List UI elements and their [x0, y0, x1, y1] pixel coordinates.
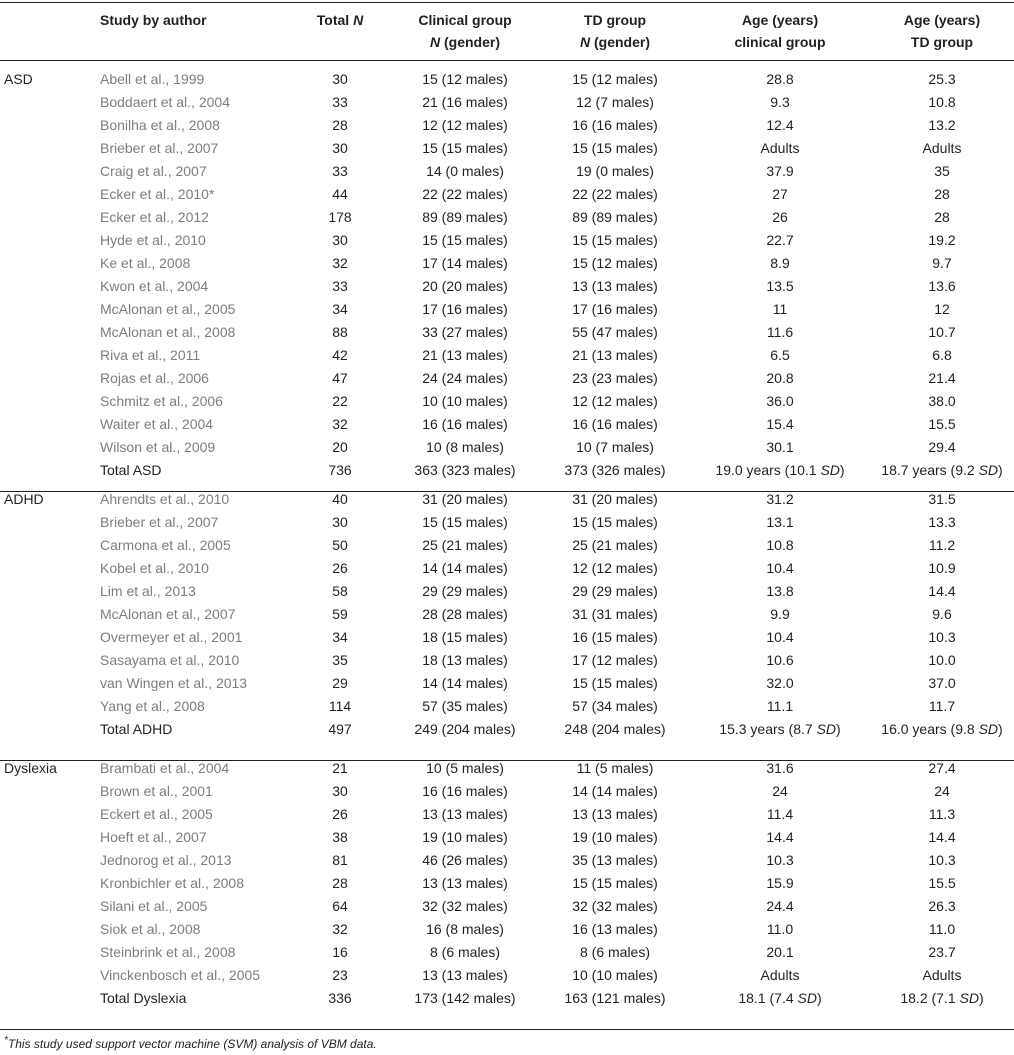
study-author-cell: Yang et al., 2008 [100, 698, 205, 714]
total-n-cell: 497 [328, 721, 352, 737]
clinical-group-cell: 15 (15 males) [422, 140, 508, 156]
table-row [0, 183, 1014, 206]
table-row [0, 511, 1014, 534]
td-group-cell: 32 (32 males) [572, 898, 658, 914]
age-td-cell: Adults [922, 140, 962, 156]
table-row [0, 649, 1014, 672]
age-clinical-cell: 31.2 [766, 491, 794, 507]
total-n-cell: 40 [332, 491, 348, 507]
td-group-cell: 55 (47 males) [572, 324, 658, 340]
age-clinical-cell: Adults [760, 140, 800, 156]
clinical-group-cell: 25 (21 males) [422, 537, 508, 553]
table-row [0, 672, 1014, 695]
td-group-cell: 21 (13 males) [572, 347, 658, 363]
table-row [0, 895, 1014, 918]
clinical-group-cell: 17 (16 males) [422, 301, 508, 317]
study-author-cell: Sasayama et al., 2010 [100, 652, 240, 668]
table-total-row [0, 459, 1014, 482]
td-group-cell: 11 (5 males) [576, 760, 654, 776]
age-td-cell: Adults [922, 967, 962, 983]
age-td-cell: 24 [934, 783, 950, 799]
table-row [0, 275, 1014, 298]
table-row [0, 321, 1014, 344]
table-row [0, 137, 1014, 160]
td-group-cell: 14 (14 males) [572, 783, 658, 799]
clinical-group-cell: 21 (13 males) [422, 347, 508, 363]
age-td-cell: 19.2 [928, 232, 956, 248]
age-clinical-cell: 9.3 [770, 94, 790, 110]
study-author-cell: Jednorog et al., 2013 [100, 852, 232, 868]
study-author-cell: Brieber et al., 2007 [100, 140, 219, 156]
clinical-group-cell: 31 (20 males) [422, 491, 508, 507]
age-clinical-cell: 24.4 [766, 898, 794, 914]
study-author-cell: Total ASD [100, 462, 162, 478]
table-row [0, 413, 1014, 436]
age-clinical-cell: 22.7 [766, 232, 794, 248]
table-row [0, 436, 1014, 459]
td-group-cell: 12 (7 males) [576, 94, 654, 110]
total-n-cell: 30 [332, 140, 348, 156]
age-clinical-cell: 20.8 [766, 370, 794, 386]
study-author-cell: Kwon et al., 2004 [100, 278, 209, 294]
group-label: ADHD [4, 491, 44, 507]
td-group-cell: 31 (31 males) [572, 606, 658, 622]
clinical-group-cell: 33 (27 males) [422, 324, 508, 340]
study-author-cell: Brieber et al., 2007 [100, 514, 219, 530]
clinical-group-cell: 22 (22 males) [422, 186, 508, 202]
total-n-cell: 28 [332, 875, 348, 891]
table-row [0, 964, 1014, 987]
study-author-cell: Ecker et al., 2012 [100, 209, 209, 225]
age-td-cell: 18.7 years (9.2 SD) [881, 462, 1003, 478]
age-clinical-cell: 28.8 [766, 71, 794, 87]
age-td-cell: 31.5 [928, 491, 956, 507]
table-row [0, 390, 1014, 413]
study-author-cell: Carmona et al., 2005 [100, 537, 231, 553]
age-td-cell: 25.3 [928, 71, 956, 87]
clinical-group-cell: 16 (16 males) [422, 416, 508, 432]
td-group-cell: 17 (16 males) [572, 301, 658, 317]
table-row [0, 344, 1014, 367]
age-td-cell: 12 [934, 301, 950, 317]
study-author-cell: Overmeyer et al., 2001 [100, 629, 243, 645]
td-group-cell: 25 (21 males) [572, 537, 658, 553]
study-author-cell: Abell et al., 1999 [100, 71, 205, 87]
table-row [0, 695, 1014, 718]
td-group-cell: 8 (6 males) [579, 944, 651, 960]
td-group-cell: 13 (13 males) [572, 278, 658, 294]
study-author-cell: Ecker et al., 2010* [100, 186, 215, 202]
total-n-cell: 26 [332, 560, 348, 576]
study-author-cell: Brown et al., 2001 [100, 783, 213, 799]
study-author-cell: Ke et al., 2008 [100, 255, 191, 271]
group-label: Dyslexia [4, 760, 57, 776]
age-clinical-cell: 12.4 [766, 117, 794, 133]
td-group-cell: 31 (20 males) [572, 491, 658, 507]
td-group-cell: 15 (15 males) [572, 232, 658, 248]
table-row [0, 160, 1014, 183]
age-td-cell: 29.4 [928, 439, 956, 455]
age-td-cell: 9.6 [932, 606, 952, 622]
age-td-cell: 11.2 [928, 537, 956, 553]
age-td-cell: 35 [934, 163, 950, 179]
study-author-cell: Boddaert et al., 2004 [100, 94, 230, 110]
clinical-group-cell: 46 (26 males) [422, 852, 508, 868]
study-author-cell: Schmitz et al., 2006 [100, 393, 223, 409]
total-n-cell: 23 [332, 967, 348, 983]
clinical-group-cell: 21 (16 males) [422, 94, 508, 110]
total-n-cell: 29 [332, 675, 348, 691]
td-group-cell: 35 (13 males) [572, 852, 658, 868]
table-row [0, 780, 1014, 803]
clinical-group-cell: 14 (14 males) [422, 675, 508, 691]
age-td-cell: 28 [934, 186, 950, 202]
age-clinical-cell: 27 [772, 186, 788, 202]
study-author-cell: Hoeft et al., 2007 [100, 829, 207, 845]
age-td-cell: 10.9 [928, 560, 956, 576]
study-author-cell: Lim et al., 2013 [100, 583, 196, 599]
clinical-group-cell: 89 (89 males) [422, 209, 508, 225]
clinical-group-cell: 14 (14 males) [422, 560, 508, 576]
table-row [0, 367, 1014, 390]
age-clinical-cell: 11 [772, 301, 788, 317]
clinical-group-cell: 14 (0 males) [426, 163, 504, 179]
age-clinical-cell: 9.9 [770, 606, 790, 622]
age-clinical-cell: 14.4 [766, 829, 794, 845]
td-group-cell: 373 (326 males) [564, 462, 666, 478]
clinical-group-cell: 19 (10 males) [422, 829, 508, 845]
age-clinical-cell: 10.4 [766, 560, 794, 576]
study-author-cell: Wilson et al., 2009 [100, 439, 216, 455]
age-td-cell: 6.8 [932, 347, 952, 363]
td-group-cell: 89 (89 males) [572, 209, 658, 225]
td-group-cell: 15 (12 males) [572, 71, 658, 87]
total-n-cell: 28 [332, 117, 348, 133]
age-clinical-cell: 13.5 [766, 278, 794, 294]
age-clinical-cell: 15.9 [766, 875, 794, 891]
table-row [0, 918, 1014, 941]
total-n-cell: 736 [328, 462, 352, 478]
age-td-cell: 10.3 [928, 852, 956, 868]
clinical-group-cell: 12 (12 males) [422, 117, 508, 133]
study-author-cell: Craig et al., 2007 [100, 163, 207, 179]
total-n-cell: 59 [332, 606, 348, 622]
table-row [0, 580, 1014, 603]
table-row [0, 229, 1014, 252]
total-n-cell: 58 [332, 583, 348, 599]
table-row [0, 298, 1014, 321]
clinical-group-cell: 15 (12 males) [422, 71, 508, 87]
age-clinical-cell: 10.4 [766, 629, 794, 645]
age-clinical-cell: 10.3 [766, 852, 794, 868]
footnote: *This study used support vector machine (SVM) analysis of VBM data. [4, 1035, 377, 1051]
clinical-group-cell: 15 (15 males) [422, 232, 508, 248]
age-clinical-cell: 13.8 [766, 583, 794, 599]
table-row [0, 849, 1014, 872]
clinical-group-cell: 10 (10 males) [422, 393, 508, 409]
td-group-cell: 15 (12 males) [572, 255, 658, 271]
td-group-cell: 19 (0 males) [576, 163, 654, 179]
study-author-cell: Siok et al., 2008 [100, 921, 201, 937]
total-n-cell: 64 [332, 898, 348, 914]
table-row [0, 826, 1014, 849]
study-author-cell: Bonilha et al., 2008 [100, 117, 220, 133]
clinical-group-cell: 18 (15 males) [422, 629, 508, 645]
clinical-group-cell: 20 (20 males) [422, 278, 508, 294]
td-group-cell: 23 (23 males) [572, 370, 658, 386]
age-clinical-cell: 10.6 [766, 652, 794, 668]
table-row [0, 603, 1014, 626]
total-n-cell: 22 [332, 393, 348, 409]
age-td-cell: 28 [934, 209, 950, 225]
total-n-cell: 81 [332, 852, 348, 868]
age-td-cell: 23.7 [928, 944, 956, 960]
total-n-cell: 34 [332, 629, 348, 645]
table-total-row [0, 718, 1014, 741]
total-n-cell: 32 [332, 416, 348, 432]
age-clinical-cell: 30.1 [766, 439, 794, 455]
age-td-cell: 10.3 [928, 629, 956, 645]
td-group-cell: 12 (12 males) [572, 560, 658, 576]
age-td-cell: 26.3 [928, 898, 956, 914]
clinical-group-cell: 29 (29 males) [422, 583, 508, 599]
age-td-cell: 38.0 [928, 393, 956, 409]
total-n-cell: 38 [332, 829, 348, 845]
total-n-cell: 33 [332, 278, 348, 294]
total-n-cell: 20 [332, 439, 348, 455]
table-row [0, 757, 1014, 780]
total-n-cell: 16 [332, 944, 348, 960]
clinical-group-cell: 15 (15 males) [422, 514, 508, 530]
total-n-cell: 88 [332, 324, 348, 340]
total-n-cell: 336 [328, 990, 352, 1006]
study-author-cell: Steinbrink et al., 2008 [100, 944, 236, 960]
total-n-cell: 33 [332, 94, 348, 110]
study-author-cell: Eckert et al., 2005 [100, 806, 213, 822]
clinical-group-cell: 17 (14 males) [422, 255, 508, 271]
total-n-cell: 33 [332, 163, 348, 179]
total-n-cell: 44 [332, 186, 348, 202]
table-row [0, 626, 1014, 649]
td-group-cell: 16 (13 males) [572, 921, 658, 937]
td-group-cell: 19 (10 males) [572, 829, 658, 845]
table-row [0, 803, 1014, 826]
clinical-group-cell: 10 (5 males) [426, 760, 504, 776]
study-author-cell: Waiter et al., 2004 [100, 416, 214, 432]
td-group-cell: 12 (12 males) [572, 393, 658, 409]
age-td-cell: 18.2 (7.1 SD) [900, 990, 984, 1006]
age-td-cell: 13.6 [928, 278, 956, 294]
header-clinical-group: Clinical group N (gender) [418, 12, 512, 50]
study-author-cell: Kronbichler et al., 2008 [100, 875, 244, 891]
td-group-cell: 15 (15 males) [572, 514, 658, 530]
header-td-group: TD group N (gender) [579, 12, 650, 50]
age-clinical-cell: 20.1 [766, 944, 794, 960]
table-row [0, 872, 1014, 895]
total-n-cell: 30 [332, 783, 348, 799]
td-group-cell: 13 (13 males) [572, 806, 658, 822]
total-n-cell: 35 [332, 652, 348, 668]
total-n-cell: 42 [332, 347, 348, 363]
study-author-cell: Silani et al., 2005 [100, 898, 208, 914]
clinical-group-cell: 10 (8 males) [426, 439, 504, 455]
clinical-group-cell: 28 (28 males) [422, 606, 508, 622]
td-group-cell: 15 (15 males) [572, 140, 658, 156]
age-td-cell: 11.7 [928, 698, 956, 714]
clinical-group-cell: 32 (32 males) [422, 898, 508, 914]
study-author-cell: Rojas et al., 2006 [100, 370, 209, 386]
td-group-cell: 15 (15 males) [572, 675, 658, 691]
clinical-group-cell: 13 (13 males) [422, 806, 508, 822]
age-clinical-cell: 24 [772, 783, 788, 799]
age-td-cell: 10.0 [928, 652, 956, 668]
age-td-cell: 15.5 [928, 416, 956, 432]
age-td-cell: 9.7 [932, 255, 952, 271]
total-n-cell: 30 [332, 232, 348, 248]
age-td-cell: 13.3 [928, 514, 956, 530]
table-row [0, 252, 1014, 275]
clinical-group-cell: 249 (204 males) [414, 721, 516, 737]
age-td-cell: 14.4 [928, 829, 956, 845]
study-author-cell: Ahrendts et al., 2010 [100, 491, 230, 507]
age-td-cell: 15.5 [928, 875, 956, 891]
age-td-cell: 16.0 years (9.8 SD) [881, 721, 1003, 737]
td-group-cell: 15 (15 males) [572, 875, 658, 891]
age-clinical-cell: 31.6 [766, 760, 794, 776]
age-clinical-cell: Adults [760, 967, 800, 983]
td-group-cell: 57 (34 males) [572, 698, 658, 714]
study-author-cell: Vinckenbosch et al., 2005 [100, 967, 261, 983]
table-row [0, 68, 1014, 91]
study-author-cell: Brambati et al., 2004 [100, 760, 230, 776]
table-row [0, 557, 1014, 580]
total-n-cell: 50 [332, 537, 348, 553]
age-clinical-cell: 15.3 years (8.7 SD) [719, 721, 841, 737]
age-td-cell: 11.0 [928, 921, 956, 937]
study-author-cell: Total ADHD [100, 721, 173, 737]
clinical-group-cell: 18 (13 males) [422, 652, 508, 668]
clinical-group-cell: 363 (323 males) [414, 462, 516, 478]
age-clinical-cell: 36.0 [766, 393, 794, 409]
td-group-cell: 10 (7 males) [576, 439, 654, 455]
age-clinical-cell: 19.0 years (10.1 SD) [715, 462, 845, 478]
table-row [0, 941, 1014, 964]
age-td-cell: 14.4 [928, 583, 956, 599]
age-clinical-cell: 11.0 [766, 921, 794, 937]
td-group-cell: 22 (22 males) [572, 186, 658, 202]
study-author-cell: McAlonan et al., 2005 [100, 301, 236, 317]
study-author-cell: van Wingen et al., 2013 [100, 675, 248, 691]
clinical-group-cell: 13 (13 males) [422, 967, 508, 983]
age-clinical-cell: 11.6 [766, 324, 794, 340]
table-row [0, 534, 1014, 557]
age-td-cell: 37.0 [928, 675, 956, 691]
age-td-cell: 13.2 [928, 117, 956, 133]
age-clinical-cell: 8.9 [770, 255, 790, 271]
age-clinical-cell: 15.4 [766, 416, 794, 432]
td-group-cell: 163 (121 males) [564, 990, 666, 1006]
clinical-group-cell: 173 (142 males) [414, 990, 516, 1006]
clinical-group-cell: 8 (6 males) [429, 944, 501, 960]
age-td-cell: 21.4 [928, 370, 956, 386]
age-td-cell: 10.7 [928, 324, 956, 340]
age-clinical-cell: 10.8 [766, 537, 794, 553]
td-group-cell: 17 (12 males) [572, 652, 658, 668]
total-n-cell: 30 [332, 71, 348, 87]
clinical-group-cell: 24 (24 males) [422, 370, 508, 386]
td-group-cell: 10 (10 males) [572, 967, 658, 983]
header-age-clinical: Age (years) clinical group [734, 12, 826, 50]
study-author-cell: McAlonan et al., 2007 [100, 606, 236, 622]
table-row [0, 488, 1014, 511]
td-group-cell: 29 (29 males) [572, 583, 658, 599]
total-n-cell: 32 [332, 921, 348, 937]
age-clinical-cell: 32.0 [766, 675, 794, 691]
study-author-cell: Kobel et al., 2010 [100, 560, 209, 576]
td-group-cell: 248 (204 males) [564, 721, 666, 737]
total-n-cell: 114 [328, 698, 352, 714]
age-clinical-cell: 18.1 (7.4 SD) [738, 990, 822, 1006]
total-n-cell: 30 [332, 514, 348, 530]
table-row [0, 114, 1014, 137]
clinical-group-cell: 16 (8 males) [426, 921, 504, 937]
td-group-cell: 16 (15 males) [572, 629, 658, 645]
age-td-cell: 11.3 [928, 806, 956, 822]
age-clinical-cell: 11.1 [766, 698, 794, 714]
age-clinical-cell: 26 [772, 209, 788, 225]
table-row [0, 206, 1014, 229]
header-author: Study by author [100, 12, 207, 28]
header-total-n: Total N [316, 12, 364, 28]
clinical-group-cell: 57 (35 males) [422, 698, 508, 714]
total-n-cell: 32 [332, 255, 348, 271]
header-age-td: Age (years) TD group [903, 12, 981, 50]
age-clinical-cell: 13.1 [766, 514, 794, 530]
header-bottom-rule [0, 60, 1014, 61]
age-td-cell: 27.4 [928, 760, 956, 776]
age-clinical-cell: 6.5 [770, 347, 790, 363]
section-rule [0, 1029, 1014, 1030]
clinical-group-cell: 13 (13 males) [422, 875, 508, 891]
table-top-rule [0, 2, 1014, 3]
age-td-cell: 10.8 [928, 94, 956, 110]
total-n-cell: 21 [332, 760, 348, 776]
total-n-cell: 178 [328, 209, 352, 225]
total-n-cell: 34 [332, 301, 348, 317]
table-row [0, 91, 1014, 114]
study-author-cell: Riva et al., 2011 [100, 347, 201, 363]
total-n-cell: 47 [332, 370, 348, 386]
age-clinical-cell: 11.4 [766, 806, 794, 822]
total-n-cell: 26 [332, 806, 348, 822]
clinical-group-cell: 16 (16 males) [422, 783, 508, 799]
td-group-cell: 16 (16 males) [572, 117, 658, 133]
study-author-cell: Total Dyslexia [100, 990, 187, 1006]
age-clinical-cell: 37.9 [766, 163, 794, 179]
table-total-row [0, 987, 1014, 1010]
study-author-cell: Hyde et al., 2010 [100, 232, 206, 248]
study-author-cell: McAlonan et al., 2008 [100, 324, 236, 340]
td-group-cell: 16 (16 males) [572, 416, 658, 432]
group-label: ASD [4, 71, 33, 87]
